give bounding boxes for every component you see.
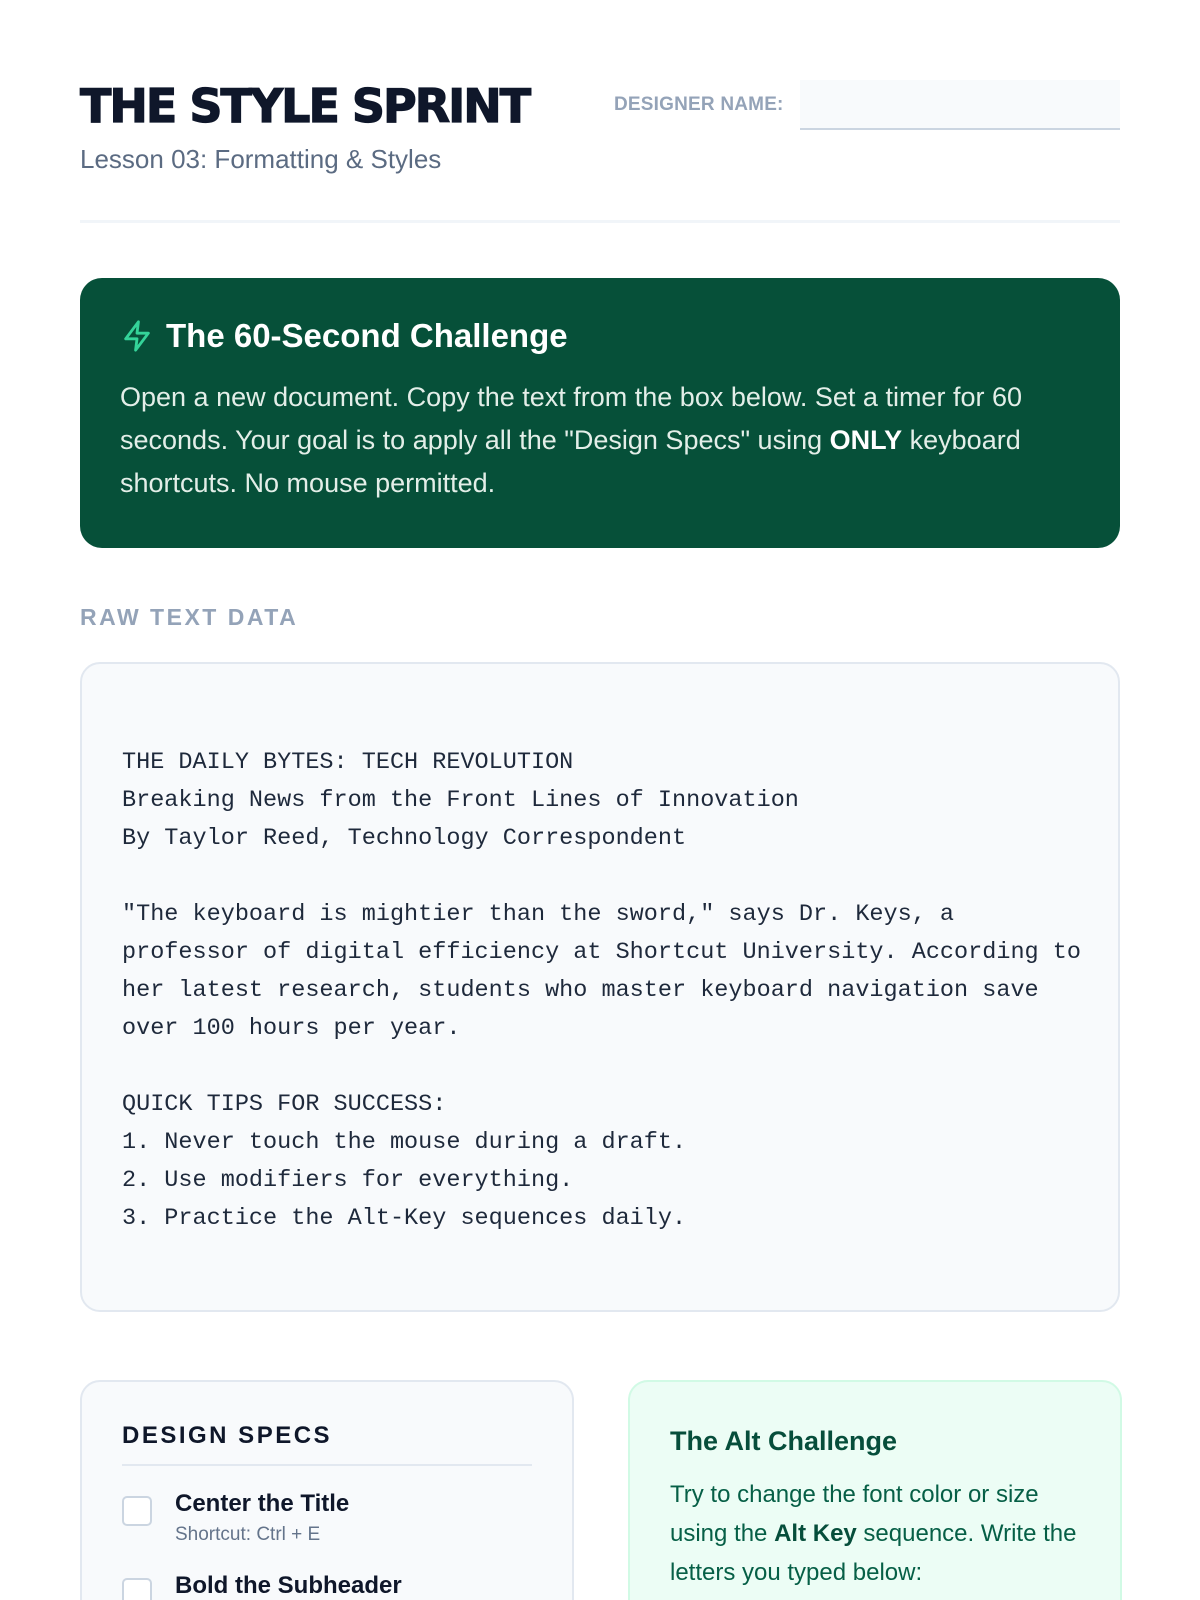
raw-text-label: RAW TEXT DATA [80,604,299,630]
spec-name: Center the Title [175,1490,350,1517]
raw-text-line: By Taylor Reed, Technology Correspondent [122,825,687,852]
challenge-banner [80,278,1120,548]
spec-checkbox[interactable] [122,1496,152,1526]
raw-text-line: 1. Never touch the mouse during a draft. [122,1129,687,1156]
raw-text-line: Breaking News from the Front Lines of Innovation [122,787,799,814]
raw-text-line: professor of digital efficiency at Shortcut University. According to [122,939,1081,966]
page-header [80,78,1120,178]
challenge-title: The 60-Second Challenge [166,317,568,354]
raw-text-line: THE DAILY BYTES: TECH REVOLUTION [122,749,574,776]
spec-checkbox[interactable] [122,1578,152,1600]
alt-challenge-text [670,1475,1080,1592]
spec-item [122,1572,532,1600]
designer-name-label: DESIGNER NAME: [614,94,784,115]
alt-challenge-title: The Alt Challenge [670,1426,898,1456]
design-specs-title: DESIGN SPECS [122,1422,532,1466]
raw-text-line [122,858,1078,896]
raw-text-line: her latest research, students who master keyboard navigation save [122,977,1039,1004]
alt-text-part: Try to change the font color or size using the [670,1481,1039,1547]
alt-text-part: sequence. Write the letters you typed below: [670,1520,1077,1586]
raw-text-line: over 100 hours per year. [122,1015,461,1042]
raw-text-box [80,662,1120,1312]
challenge-header [120,316,1080,356]
page-title: THE STYLE SPRINT [80,79,530,133]
designer-name-input[interactable] [800,80,1120,130]
spec-item [122,1490,532,1568]
spec-name: Bold the Subheader [175,1572,402,1599]
raw-text-line: QUICK TIPS FOR SUCCESS: [122,1091,447,1118]
lightning-bolt-icon [120,319,154,353]
spec-shortcut: Shortcut: Ctrl + E [175,1524,321,1545]
challenge-instructions [120,376,1080,505]
alt-text-emphasis: Alt Key [774,1520,857,1547]
raw-text-line [122,1048,1078,1086]
alt-challenge-card [628,1380,1122,1600]
page-subtitle: Lesson 03: Formatting & Styles [80,144,442,174]
header-divider [80,220,1120,223]
design-specs-card [80,1380,574,1600]
challenge-text-part: keyboard shortcuts. No mouse permitted. [120,425,1021,498]
raw-text-line: 3. Practice the Alt-Key sequences daily. [122,1205,687,1232]
raw-text-line: "The keyboard is mightier than the sword," says Dr. Keys, a [122,901,955,928]
challenge-text-emphasis: ONLY [829,425,903,455]
raw-text-line: 2. Use modifiers for everything. [122,1167,574,1194]
challenge-text-part: Open a new document. Copy the text from the box below. Set a timer for 60 seconds. Your goal is to apply all the "Design Specs" using [120,382,1022,455]
